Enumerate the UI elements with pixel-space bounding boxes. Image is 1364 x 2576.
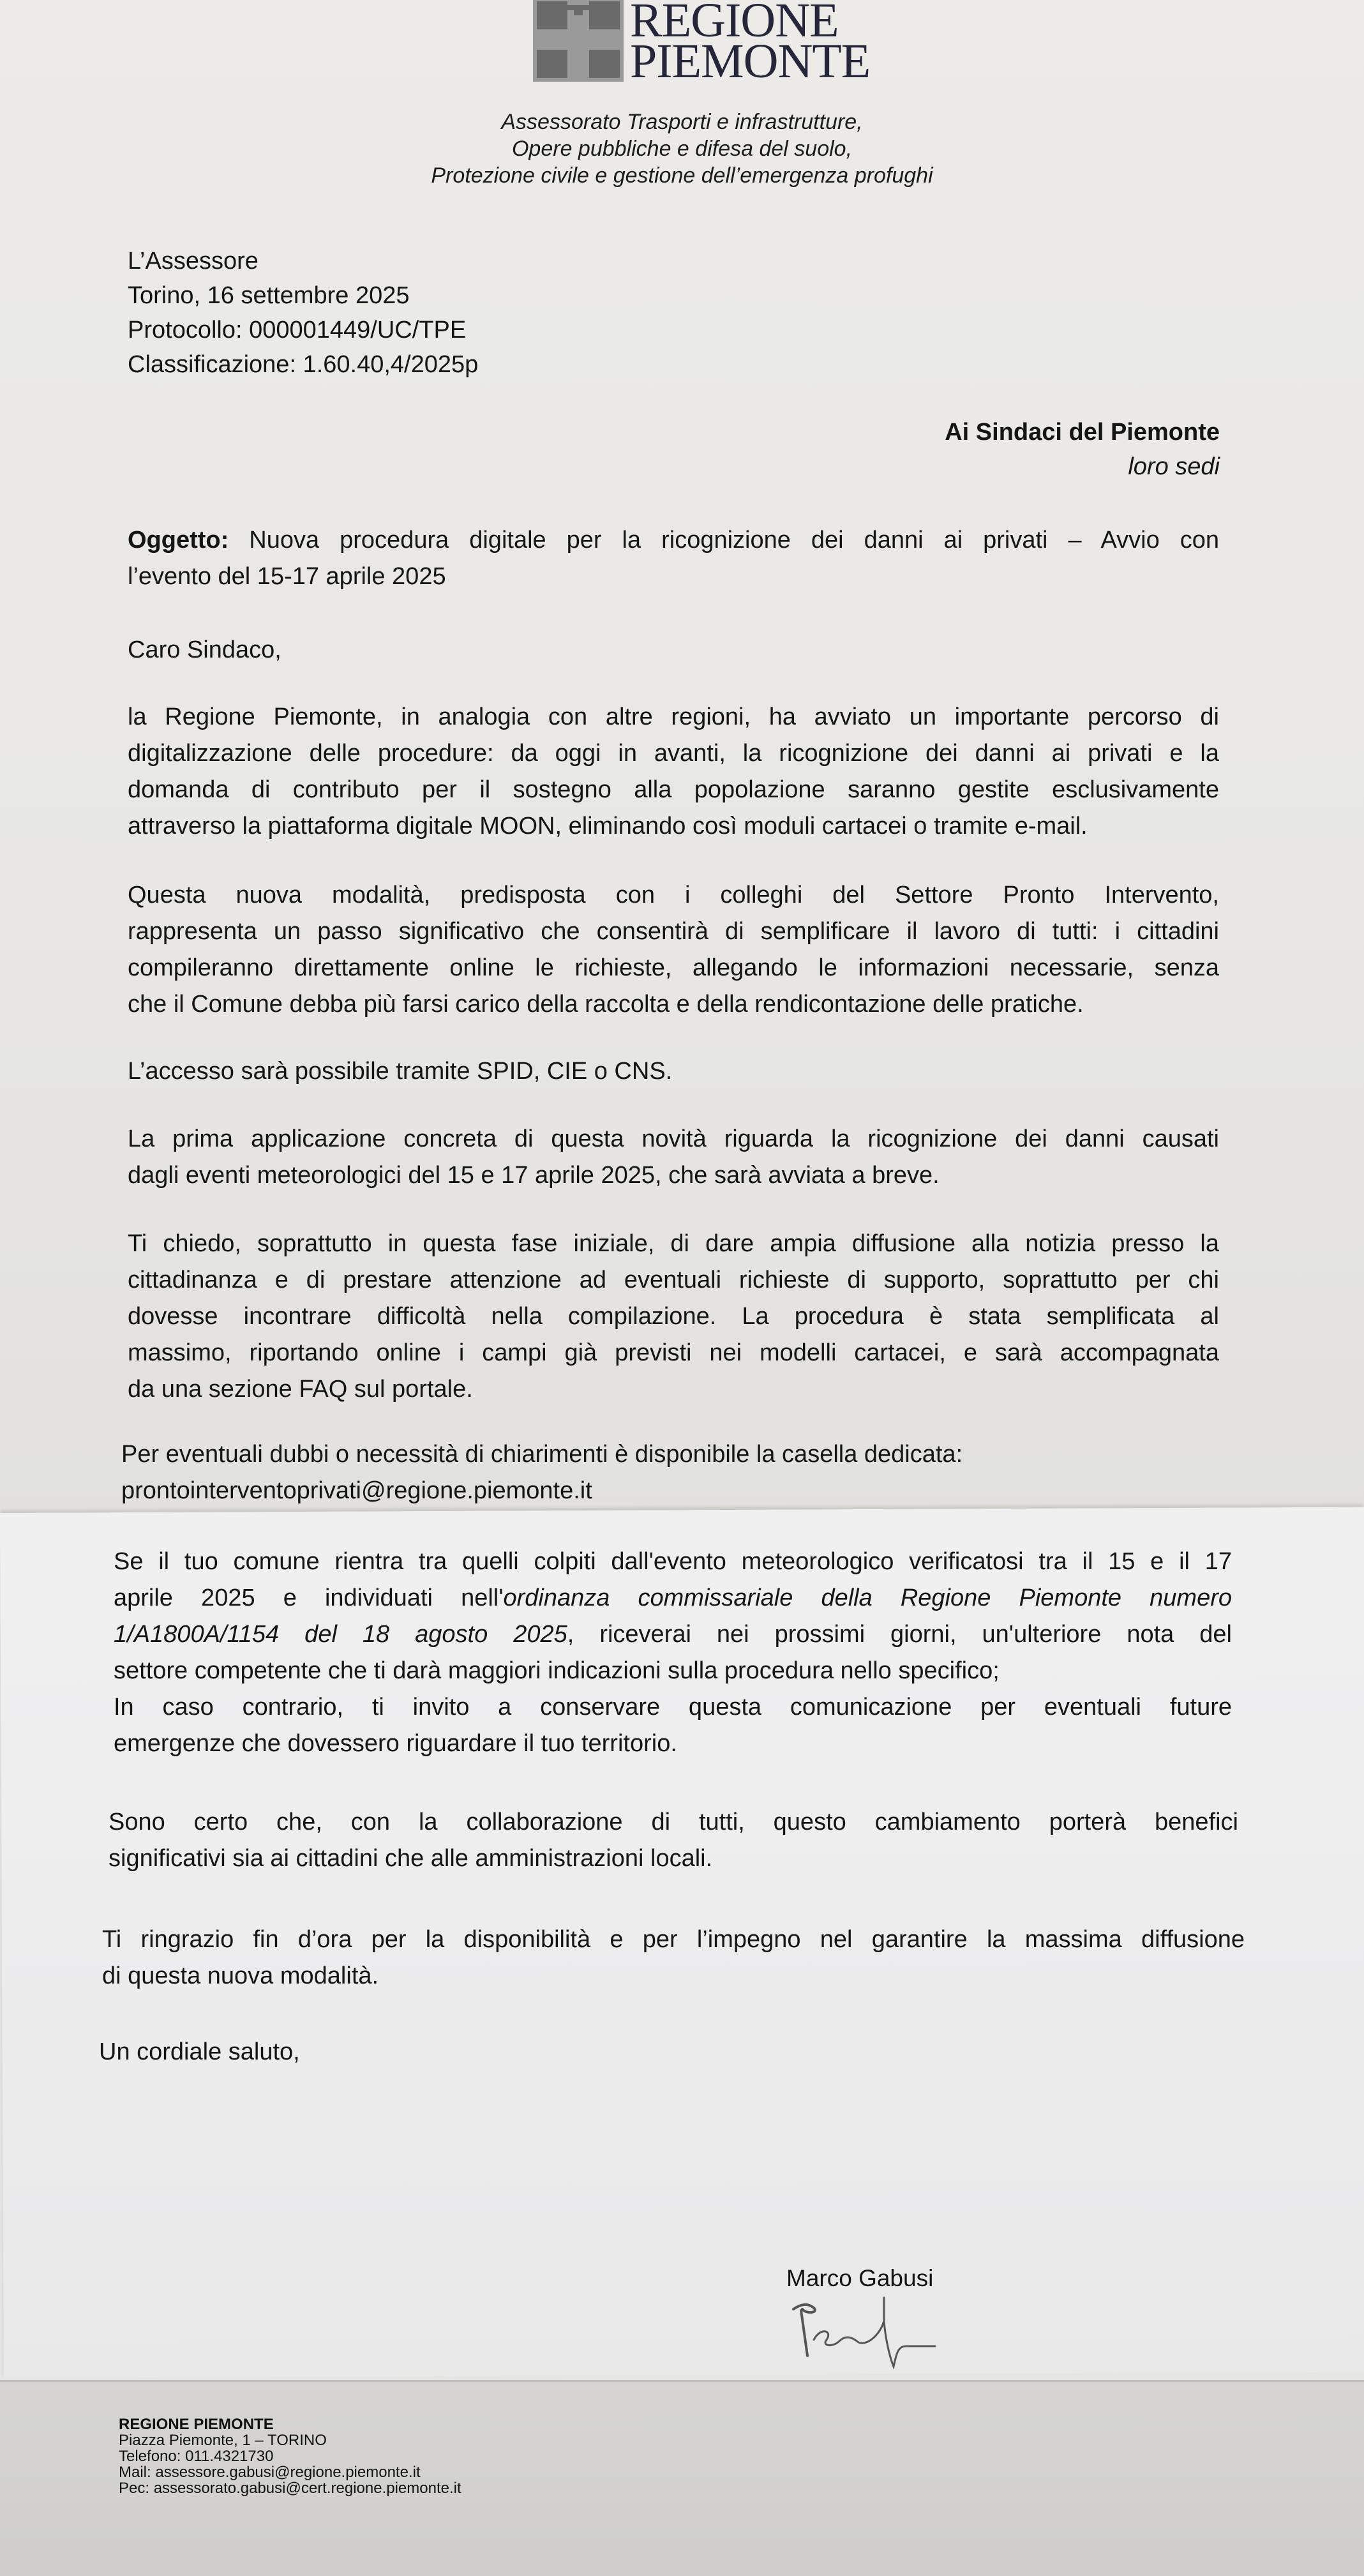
closing: Un cordiale saluto, <box>99 2038 300 2065</box>
text-line: rappresenta un passo significativo che consentirà di semplificare il lavoro di tutti: i cittadini <box>128 918 1219 945</box>
text-line: attraverso la piattaforma digitale MOON, eliminando così moduli cartacei o tramite e-mail. <box>128 813 1088 840</box>
paragraph-3: L’accesso sarà possibile tramite SPID, CIE o CNS. <box>128 1058 673 1085</box>
regione-piemonte-logo <box>533 0 871 88</box>
department-line: Opere pubbliche e difesa del suolo, <box>511 137 853 161</box>
signatory-name: Marco Gabusi <box>786 2265 934 2291</box>
text-line: dagli eventi meteorologici del 15 e 17 aprile 2025, che sarà avviata a breve. <box>128 1162 940 1189</box>
text-line: Questa nuova modalità, predisposta con i colleghi del Settore Pronto Intervento, <box>128 882 1219 908</box>
logo-line-1: REGIONE <box>630 0 839 47</box>
department-line: Protezione civile e gestione dell’emergenza profughi <box>431 163 933 188</box>
paragraph-9 <box>102 1922 1245 1994</box>
text-line: In caso contrario, ti invito a conservare questa comunicazione per eventuali future <box>114 1694 1232 1721</box>
logo-wordmark <box>630 0 871 88</box>
footer-address: Piazza Piemonte, 1 – TORINO <box>119 2432 327 2449</box>
subject-block <box>128 522 1219 595</box>
salutation: Caro Sindaco, <box>128 636 281 663</box>
place-date: Torino, 16 settembre 2025 <box>128 282 410 309</box>
text-line: che il Comune debba più farsi carico della raccolta e della rendicontazione delle pratiche. <box>128 991 1084 1018</box>
text-line: Ti ringrazio fin d’ora per la disponibilità e per l’impegno nel garantire la massima diffusione <box>102 1926 1245 1953</box>
text-line: domanda di contributo per il sostegno alla popolazione saranno gestite esclusivamente <box>128 776 1219 803</box>
department-heading <box>0 109 1364 189</box>
protocol-number: Protocollo: 000001449/UC/TPE <box>128 317 467 343</box>
subject-text-cont: l’evento del 15-17 aprile 2025 <box>128 563 446 590</box>
text-line: la Regione Piemonte, in analogia con altre regioni, ha avviato un importante percorso di <box>128 704 1219 730</box>
footer-pec: Pec: assessorato.gabusi@cert.regione.piemonte.it <box>119 2480 461 2497</box>
footer-org: REGIONE PIEMONTE <box>119 2416 274 2433</box>
text-line: dovesse incontrare difficoltà nella compilazione. La procedura è stata semplificata al <box>128 1303 1219 1330</box>
paragraph-1 <box>128 699 1219 845</box>
text-line: Per eventuali dubbi o necessità di chiarimenti è disponibile la casella dedicata: <box>121 1441 963 1468</box>
recipient-block <box>945 415 1220 484</box>
paragraph-5 <box>128 1226 1219 1408</box>
paragraph-8 <box>109 1804 1238 1877</box>
recipient-location: loro sedi <box>1128 453 1220 480</box>
text-line: Sono certo che, con la collaborazione di tutti, questo cambiamento porterà benefici <box>109 1809 1238 1835</box>
text-line: significativi sia ai cittadini che alle amministrazioni locali. <box>109 1845 713 1872</box>
text-line: massimo, riportando online i campi già previsti nei modelli cartacei, e sarà accompagnata <box>128 1339 1219 1366</box>
text-line: di questa nuova modalità. <box>102 1962 379 1989</box>
handwritten-signature <box>788 2295 941 2375</box>
text-segment: , riceverai nei prossimi giorni, un'ulteriore nota del <box>567 1621 1233 1648</box>
letter-meta <box>128 244 478 382</box>
department-line: Assessorato Trasporti e infrastrutture, <box>501 110 863 134</box>
footer-mail: Mail: assessore.gabusi@regione.piemonte.it <box>119 2464 421 2481</box>
ordinance-reference: ordinanza commissariale della Regione Piemonte numero <box>503 1585 1233 1611</box>
paragraph-2 <box>128 877 1219 1023</box>
piemonte-cross-emblem-icon <box>533 0 624 82</box>
footer-phone: Telefono: 011.4321730 <box>119 2448 274 2465</box>
text-line: Se il tuo comune rientra tra quelli colpiti dall'evento meteorologico verificatosi tra il 15 e il 17 <box>114 1548 1232 1575</box>
ordinance-number: 1/A1800A/1154 del 18 agosto 2025 <box>114 1621 567 1648</box>
text-segment: aprile 2025 e individuati nell' <box>114 1585 504 1611</box>
paragraph-4 <box>128 1121 1219 1194</box>
text-line: emergenze che dovessero riguardare il tuo territorio. <box>114 1730 677 1757</box>
text-line: compileranno direttamente online le richieste, allegando le informazioni necessarie, senza <box>128 954 1219 981</box>
recipient-name: Ai Sindaci del Piemonte <box>945 419 1220 446</box>
sender-role: L’Assessore <box>128 248 259 275</box>
text-line: La prima applicazione concreta di questa novità riguarda la ricognizione dei danni causati <box>128 1126 1219 1152</box>
logo-line-2: PIEMONTE <box>630 34 871 88</box>
subject-label: Oggetto: <box>128 527 229 554</box>
text-line: digitalizzazione delle procedure: da oggi in avanti, la ricognizione dei danni ai privati e la <box>128 740 1219 767</box>
text-line: Ti chiedo, soprattutto in questa fase iniziale, di dare ampia diffusione alla notizia presso la <box>128 1230 1219 1257</box>
text-line: settore competente che ti darà maggiori indicazioni sulla procedura nello specifico; <box>114 1657 1000 1684</box>
letterhead-footer <box>119 2416 461 2496</box>
contact-email-link[interactable]: prontointerventoprivati@regione.piemonte.it <box>121 1477 592 1504</box>
paragraph-6 <box>121 1436 963 1509</box>
paragraph-7 <box>114 1544 1232 1762</box>
text-line: cittadinanza e di prestare attenzione ad eventuali richieste di supporto, soprattutto per chi <box>128 1267 1219 1293</box>
text-line: da una sezione FAQ sul portale. <box>128 1376 473 1403</box>
subject-text: Nuova procedura digitale per la ricognizione dei danni ai privati – Avvio con <box>249 527 1219 554</box>
classification: Classificazione: 1.60.40,4/2025p <box>128 351 479 378</box>
